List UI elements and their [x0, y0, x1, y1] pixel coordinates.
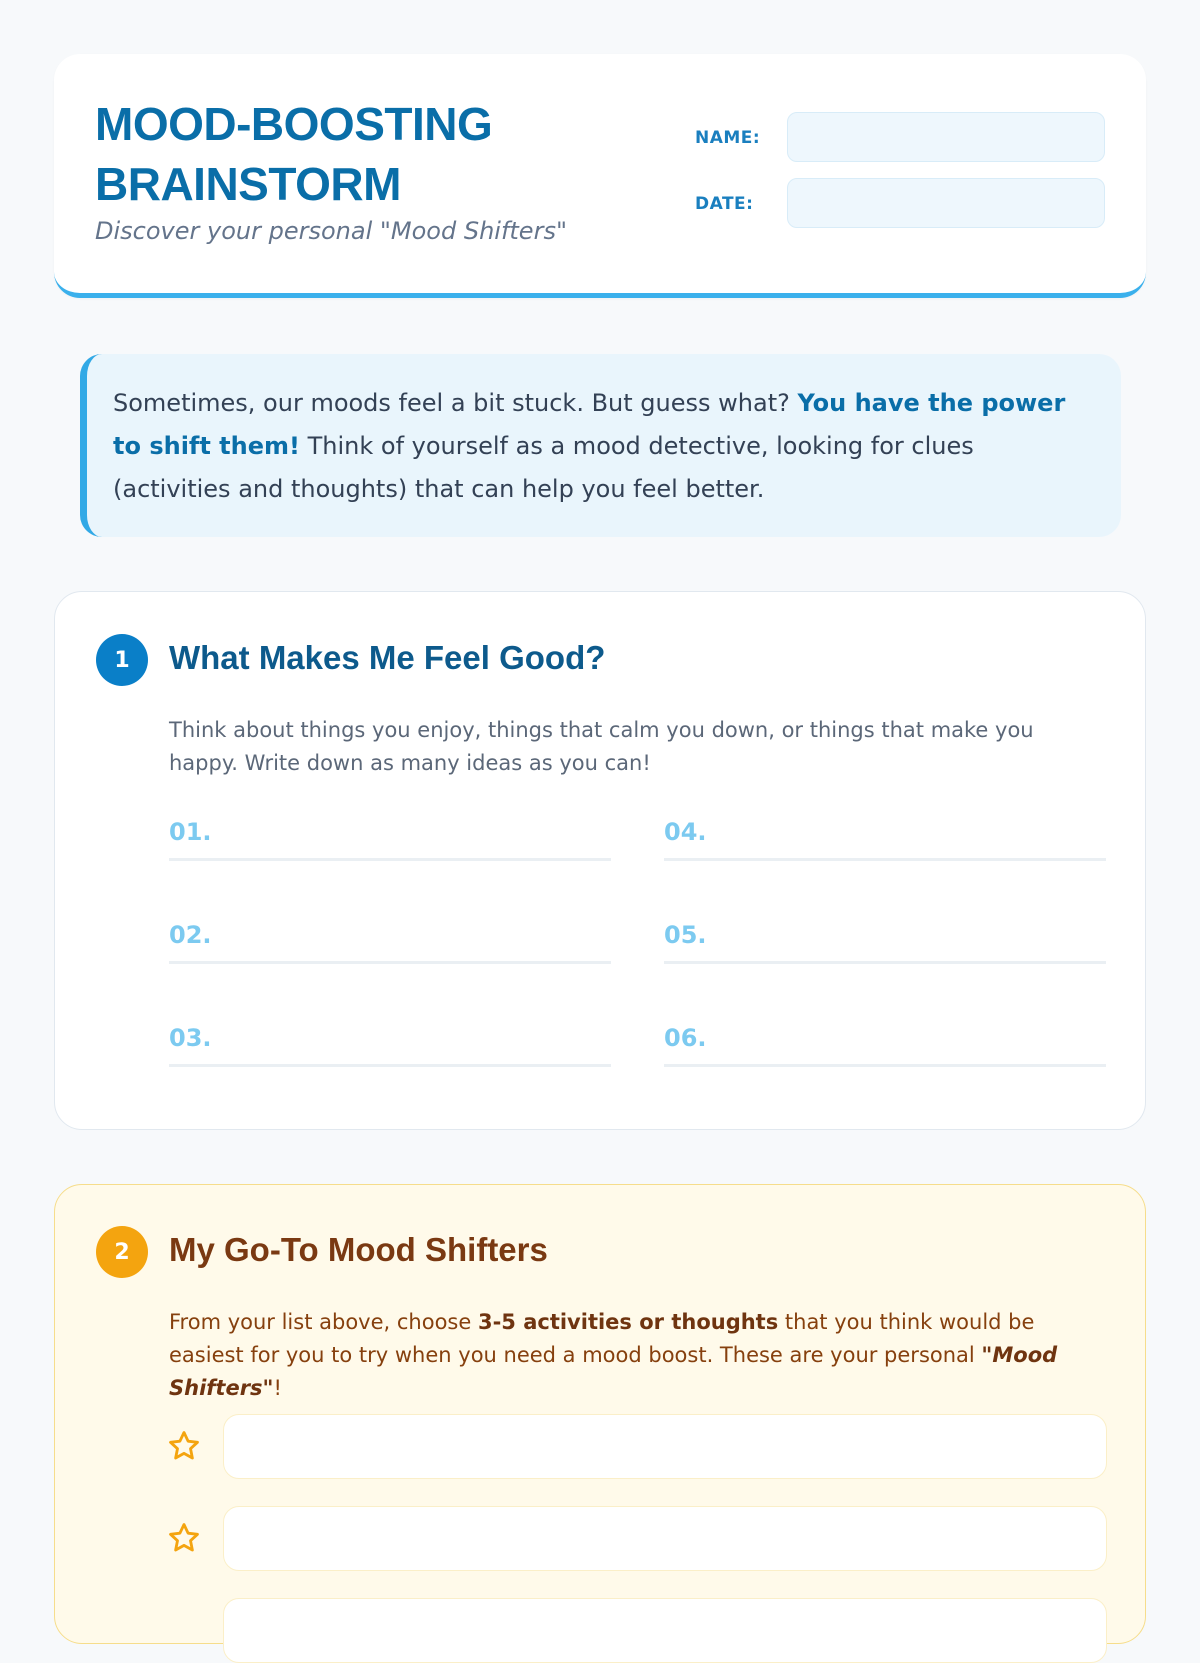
intro-text-start: Sometimes, our moods feel a bit stuck. But guess what? [113, 389, 798, 417]
section-feel-good [54, 591, 1146, 1130]
star-icon [167, 1429, 201, 1463]
title-line-2: BRAINSTORM [95, 158, 401, 210]
idea-number: 03. [169, 1024, 212, 1052]
section-number-badge: 1 [96, 634, 148, 686]
section-title: What Makes Me Feel Good? [169, 639, 606, 676]
desc-text: that you think would be easiest for you to try when you need a mood boost. These are your personal [169, 1310, 1035, 1367]
idea-number: 02. [169, 921, 212, 949]
section-mood-shifters [54, 1184, 1146, 1644]
section-description: Think about things you enjoy, things that calm you down, or things that make you happy. Write down as many ideas as you can! [169, 718, 1034, 775]
idea-line-1[interactable] [169, 813, 611, 861]
page-title [95, 94, 655, 214]
idea-number: 06. [664, 1024, 707, 1052]
desc-bold: 3-5 activities or thoughts [477, 1310, 779, 1334]
page-subtitle: Discover your personal "Mood Shifters" [95, 217, 567, 245]
name-field[interactable] [787, 112, 1105, 162]
desc-text: ! [273, 1376, 282, 1400]
idea-number: 04. [664, 818, 707, 846]
mood-shifter-field-1[interactable] [223, 1414, 1107, 1479]
idea-line-6[interactable] [664, 1019, 1106, 1067]
section-number-badge: 2 [96, 1226, 148, 1278]
title-line-1: MOOD-BOOSTING [95, 98, 493, 150]
date-label: DATE: [695, 194, 754, 214]
idea-number: 05. [664, 921, 707, 949]
idea-line-5[interactable] [664, 916, 1106, 964]
star-icon [167, 1521, 201, 1555]
intro-text-end: Think of yourself as a mood detective, looking for clues (activities and thoughts) that can help you feel better. [113, 432, 974, 503]
intro-callout [80, 354, 1121, 537]
section-description [169, 1306, 1099, 1405]
idea-number: 01. [169, 818, 212, 846]
desc-text: From your list above, choose [169, 1310, 478, 1334]
header-card [54, 54, 1146, 298]
idea-line-3[interactable] [169, 1019, 611, 1067]
mood-shifter-field-2[interactable] [223, 1506, 1107, 1571]
intro-highlight: You have the power to shift them! [113, 389, 1066, 460]
mood-shifter-field-3[interactable] [223, 1598, 1107, 1663]
idea-line-4[interactable] [664, 813, 1106, 861]
desc-italic: "Mood Shifters" [169, 1343, 1058, 1400]
section-title: My Go-To Mood Shifters [169, 1231, 548, 1268]
name-label: NAME: [695, 128, 761, 148]
idea-line-2[interactable] [169, 916, 611, 964]
date-field[interactable] [787, 178, 1105, 228]
